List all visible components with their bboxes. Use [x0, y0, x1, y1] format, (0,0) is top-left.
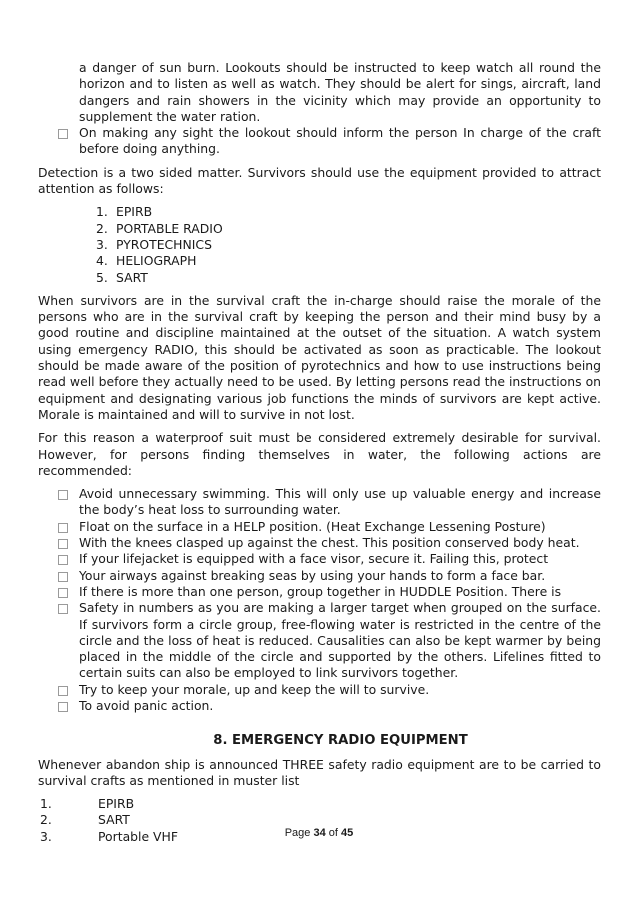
checkbox-bullet-icon: [58, 490, 68, 500]
checkbox-bullet-icon: [58, 572, 68, 582]
checkbox-bullet-icon: [58, 702, 68, 712]
bullet-text: On making any sight the lookout should inform the person In charge of the craft before doing anything.: [79, 125, 601, 157]
detection-paragraph: Detection is a two sided matter. Survivors should use the equipment provided to attract attention as follows:: [38, 164, 601, 197]
bullet-item: If your lifejacket is equipped with a face visor, secure it. Failing this, protect: [38, 551, 601, 567]
bullet-item: Float on the surface in a HELP position. (Heat Exchange Lessening Posture): [38, 519, 601, 535]
checkbox-bullet-icon: [58, 686, 68, 696]
bullet-item: With the knees clasped up against the chest. This position conserved body heat.: [38, 535, 601, 551]
list-item: 1. EPIRB: [96, 204, 153, 220]
checkbox-bullet-icon: [58, 604, 68, 614]
checkbox-bullet-icon: [58, 539, 68, 549]
list-item: 3. PYROTECHNICS: [96, 236, 212, 252]
list-item: 1. EPIRB: [40, 796, 135, 812]
bullet-item: Try to keep your morale, up and keep the will to survive.: [38, 682, 601, 698]
checkbox-bullet-icon: [58, 555, 68, 565]
bullet-item: If there is more than one person, group together in HUDDLE Position. There is: [38, 584, 601, 600]
bullet-item: Safety in numbers as you are making a larger target when grouped on the surface. If survivors form a circle group, free-flowing water is restricted in the centre of the circle and the loss of heat is reduced. Causalities can also be kept warmer by being placed in the middle of the circle and supported by the others. Lifelines fitted to certain suits can also be employed to link survivors together.: [38, 600, 601, 681]
page-content: [38, 60, 601, 845]
waterproof-paragraph: For this reason a waterproof suit must be considered extremely desirable for survival. However, for persons finding themselves in water, the following actions are recommended:: [38, 430, 601, 478]
checkbox-bullet-icon: [58, 588, 68, 598]
list-item: 2. SART: [40, 812, 130, 828]
total-page-number: 45: [341, 827, 354, 839]
bullet-text: a danger of sun burn. Lookouts should be instructed to keep watch all round the horizon and to listen as well as watch. They should be alert for sings, aircraft, land dangers and rain showers in the vicinity which may provide an opportunity to supplement the water ration.: [79, 60, 601, 124]
bullet-item: Avoid unnecessary swimming. This will only use up valuable energy and increase the body’s heat loss to surrounding water.: [38, 486, 601, 519]
page-footer: Page 34 of 45: [284, 827, 354, 839]
continued-bullet: [38, 60, 601, 125]
bullet-item: [38, 125, 601, 158]
list-item: 5. SART: [96, 269, 148, 285]
bullet-item: To avoid panic action.: [38, 698, 601, 714]
list-item: 4. HELIOGRAPH: [96, 253, 197, 269]
current-page-number: 34: [313, 827, 326, 839]
list-item: 2. PORTABLE RADIO: [96, 220, 223, 236]
morale-paragraph: When survivors are in the survival craft the in-charge should raise the morale of the persons who are in the survival craft by keeping the person and their mind busy by a good routine and discipline maintained at the outset of the situation. A watch system using emergency RADIO, this should be activated as soon as practicable. The lookout should be made aware of the position of pyrotechnics and how to use instructions being read well before they actually need to be used. By letting persons read the instructions on equipment and designating various job functions the minds of survivors are kept active. Morale is maintained and will to survive in not lost.: [38, 292, 601, 422]
water-actions-list: [38, 486, 601, 714]
list-item: 3. Portable VHF: [40, 828, 178, 844]
equipment-list: [38, 204, 601, 285]
checkbox-bullet-icon: [58, 129, 68, 139]
abandon-paragraph: Whenever abandon ship is announced THREE safety radio equipment are to be carried to survival crafts as mentioned in muster list: [38, 756, 601, 788]
checkbox-bullet-icon: [58, 523, 68, 533]
section-heading: 8. EMERGENCY RADIO EQUIPMENT: [213, 733, 468, 749]
bullet-item: Your airways against breaking seas by using your hands to form a face bar.: [38, 568, 601, 584]
